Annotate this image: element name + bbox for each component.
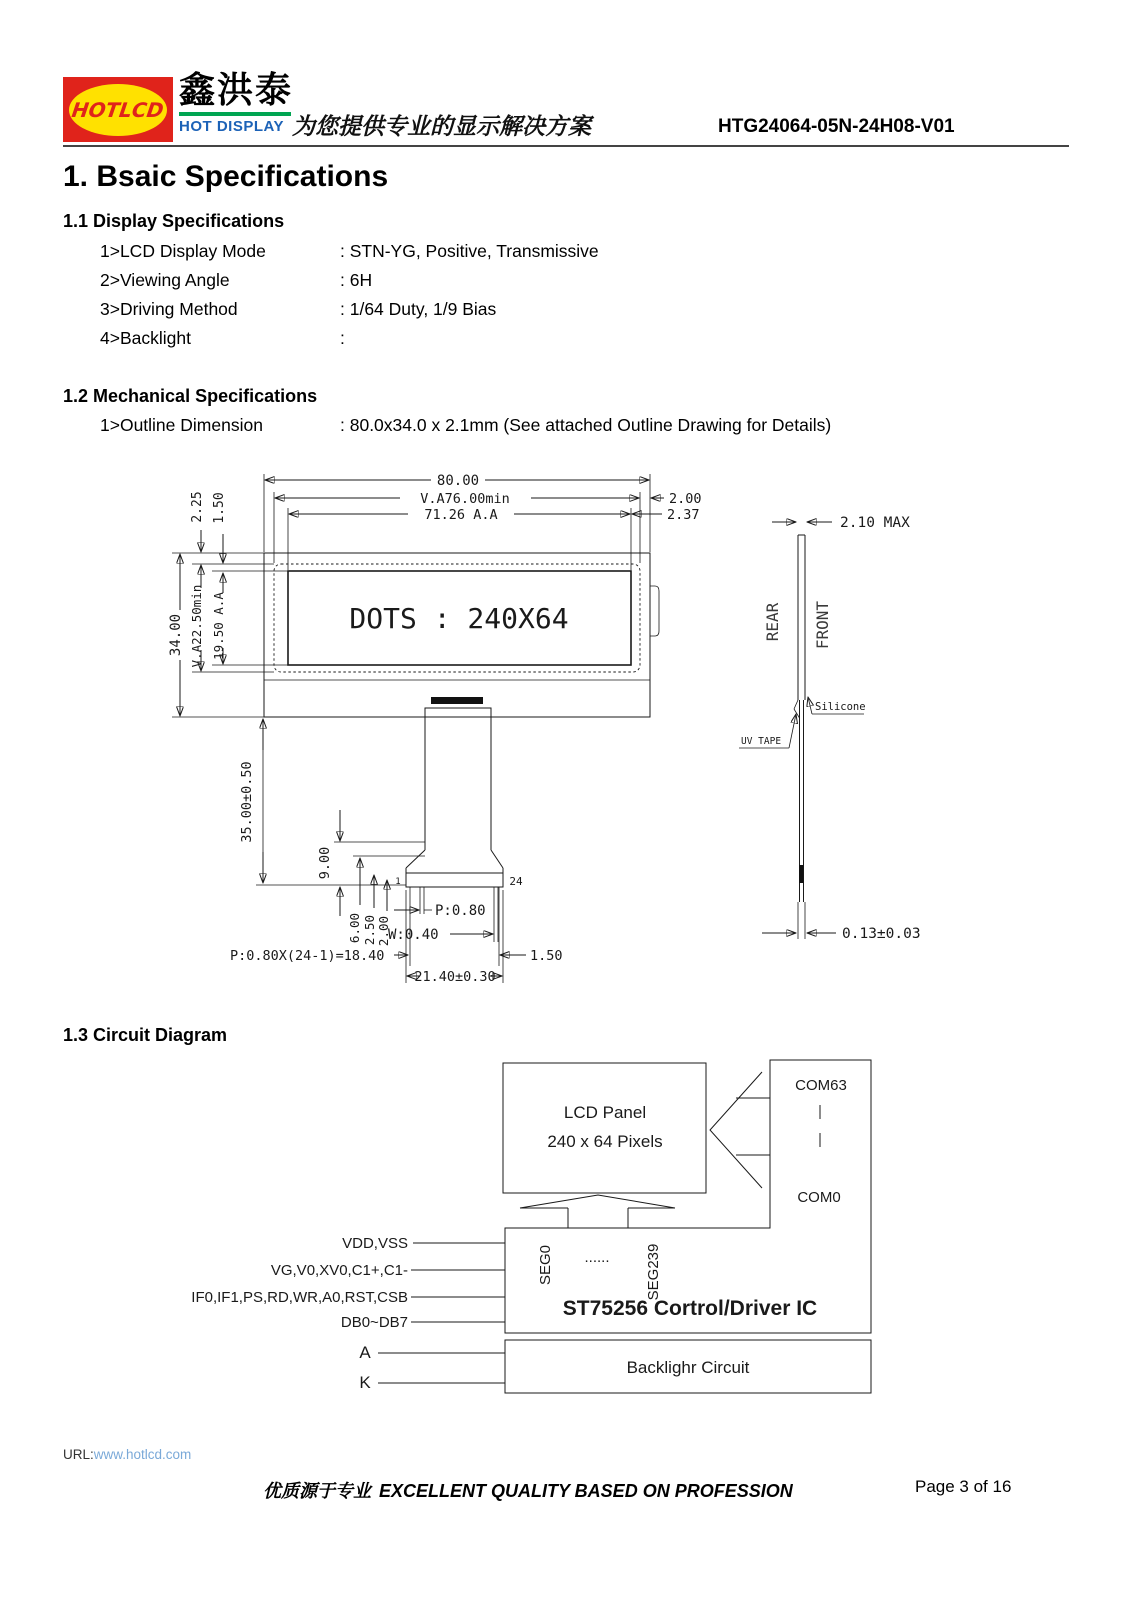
spec-label: 1>LCD Display Mode (100, 241, 266, 261)
dim-va76: V.A76.00min (420, 491, 510, 507)
seg239-label: SEG239 (645, 1243, 662, 1301)
driver-com-box (505, 1060, 871, 1333)
slogan-english: EXCELLENT QUALITY BASED ON PROFESSION (379, 1481, 793, 1501)
dim-34: 34.00 (168, 613, 184, 657)
dots-label: DOTS : 240X64 (349, 602, 569, 635)
input-if: IF0,IF1,PS,RD,WR,A0,RST,CSB (191, 1289, 408, 1306)
backlight-box (359, 1340, 871, 1393)
dim-2: 2.00 (376, 915, 391, 947)
input-vg: VG,V0,XV0,C1+,C1- (270, 1262, 408, 1279)
input-a: A (359, 1343, 371, 1362)
section-1-3-heading: 1.3 Circuit Diagram (63, 1025, 228, 1045)
rear-label: REAR (763, 602, 782, 642)
dim-013: 0.13±0.03 (842, 926, 921, 942)
spec-row (100, 270, 372, 291)
spec-label: 3>Driving Method (100, 299, 238, 319)
dim-p08: P:0.80 (435, 903, 486, 919)
url-label: URL: (63, 1447, 94, 1462)
section-1-1-heading: 1.1 Display Specifications (63, 211, 285, 231)
dim-25: 2.50 (362, 914, 377, 946)
dim-237: 2.37 (667, 507, 700, 523)
spec-label: 4>Backlight (100, 328, 191, 348)
fpc-tail (230, 697, 563, 985)
uv-tape-label: UV TAPE (741, 736, 782, 747)
spec-value: : 80.0x34.0 x 2.1mm (See attached Outline Drawing for Details) (340, 415, 832, 435)
dim-35: 35.00±0.50 (239, 761, 255, 843)
driver-ic-label: ST75256 Cortrol/Driver IC (562, 1297, 818, 1320)
silicone-label: Silicone (815, 701, 866, 713)
dim-80: 80.00 (436, 473, 480, 489)
spec-value: : (340, 328, 345, 348)
page-number: Page 3 of 16 (915, 1477, 1012, 1496)
front-label: FRONT (813, 600, 832, 650)
dim-ptotal: P:0.80X(24-1)=18.40 (230, 948, 385, 964)
dim-225: 2.25 (190, 491, 205, 523)
lcd-panel-line1: LCD Panel (563, 1103, 647, 1122)
input-vdd: VDD,VSS (342, 1235, 408, 1252)
dim-6: 6.00 (347, 912, 362, 944)
page-title: 1. Bsaic Specifications (63, 160, 389, 193)
com0-label: COM0 (797, 1189, 841, 1206)
website-link[interactable]: www.hotlcd.com (93, 1447, 192, 1462)
dim-aa195: 19.50 A.A (211, 592, 226, 660)
lcd-panel-line2: 240 x 64 Pixels (547, 1132, 663, 1151)
slogan-chinese: 优质源于专业 (263, 1481, 371, 1502)
circuit-diagram (150, 1050, 950, 1410)
company-tagline: 为您提供专业的显示解决方案 (292, 113, 591, 140)
seg-dots: ...... (584, 1249, 610, 1266)
lcd-panel-box (503, 1063, 706, 1193)
com63-label: COM63 (795, 1077, 847, 1094)
header-divider (63, 145, 1069, 147)
seg0-label: SEG0 (537, 1244, 554, 1286)
spec-value: : STN-YG, Positive, Transmissive (340, 241, 599, 261)
footer-url (63, 1447, 191, 1462)
footer-slogan (263, 1477, 793, 1503)
logo-chinese-name: 鑫洪泰 (179, 69, 294, 110)
dim-va225: V.A22.50min (189, 584, 204, 668)
dim-9: 9.00 (317, 846, 333, 880)
logo-box-text: HOTLCD (70, 97, 166, 122)
input-db: DB0~DB7 (340, 1314, 408, 1331)
dim-w04: W:0.40 (388, 927, 439, 943)
dim-aa7126: 71.26 A.A (424, 507, 498, 523)
spec-row (100, 328, 345, 349)
logo-english-name: HOT DISPLAY (179, 118, 284, 136)
pin24-label: 24 (509, 875, 523, 888)
dim-150: 1.50 (212, 492, 227, 524)
logo-right-block (179, 68, 294, 136)
side-view (739, 515, 921, 942)
dim-210max: 2.10 MAX (840, 515, 910, 531)
dim-gap15: 1.50 (530, 948, 563, 964)
dim-2140: 21.40±0.30 (414, 969, 496, 985)
spec-row (100, 241, 599, 262)
logo-ellipse (69, 84, 167, 136)
input-k: K (359, 1373, 371, 1392)
part-number: HTG24064-05N-24H08-V01 (718, 116, 955, 137)
front-view (168, 473, 702, 717)
outline-drawing (148, 450, 968, 990)
spec-value: : 6H (340, 270, 373, 290)
spec-row (100, 299, 496, 320)
spec-label: 2>Viewing Angle (100, 270, 230, 290)
driver-input-lines (191, 1235, 505, 1331)
spec-value: : 1/64 Duty, 1/9 Bias (340, 299, 497, 319)
section-1-2-heading: 1.2 Mechanical Specifications (63, 386, 318, 406)
spec-label: 1>Outline Dimension (100, 415, 263, 435)
spec-row (100, 415, 831, 436)
dim-200: 2.00 (669, 491, 702, 507)
pin1-label: 1 (395, 877, 401, 887)
backlight-label: Backlighr Circuit (626, 1358, 750, 1377)
company-logo (63, 77, 173, 142)
logo-green-bar (179, 112, 291, 116)
